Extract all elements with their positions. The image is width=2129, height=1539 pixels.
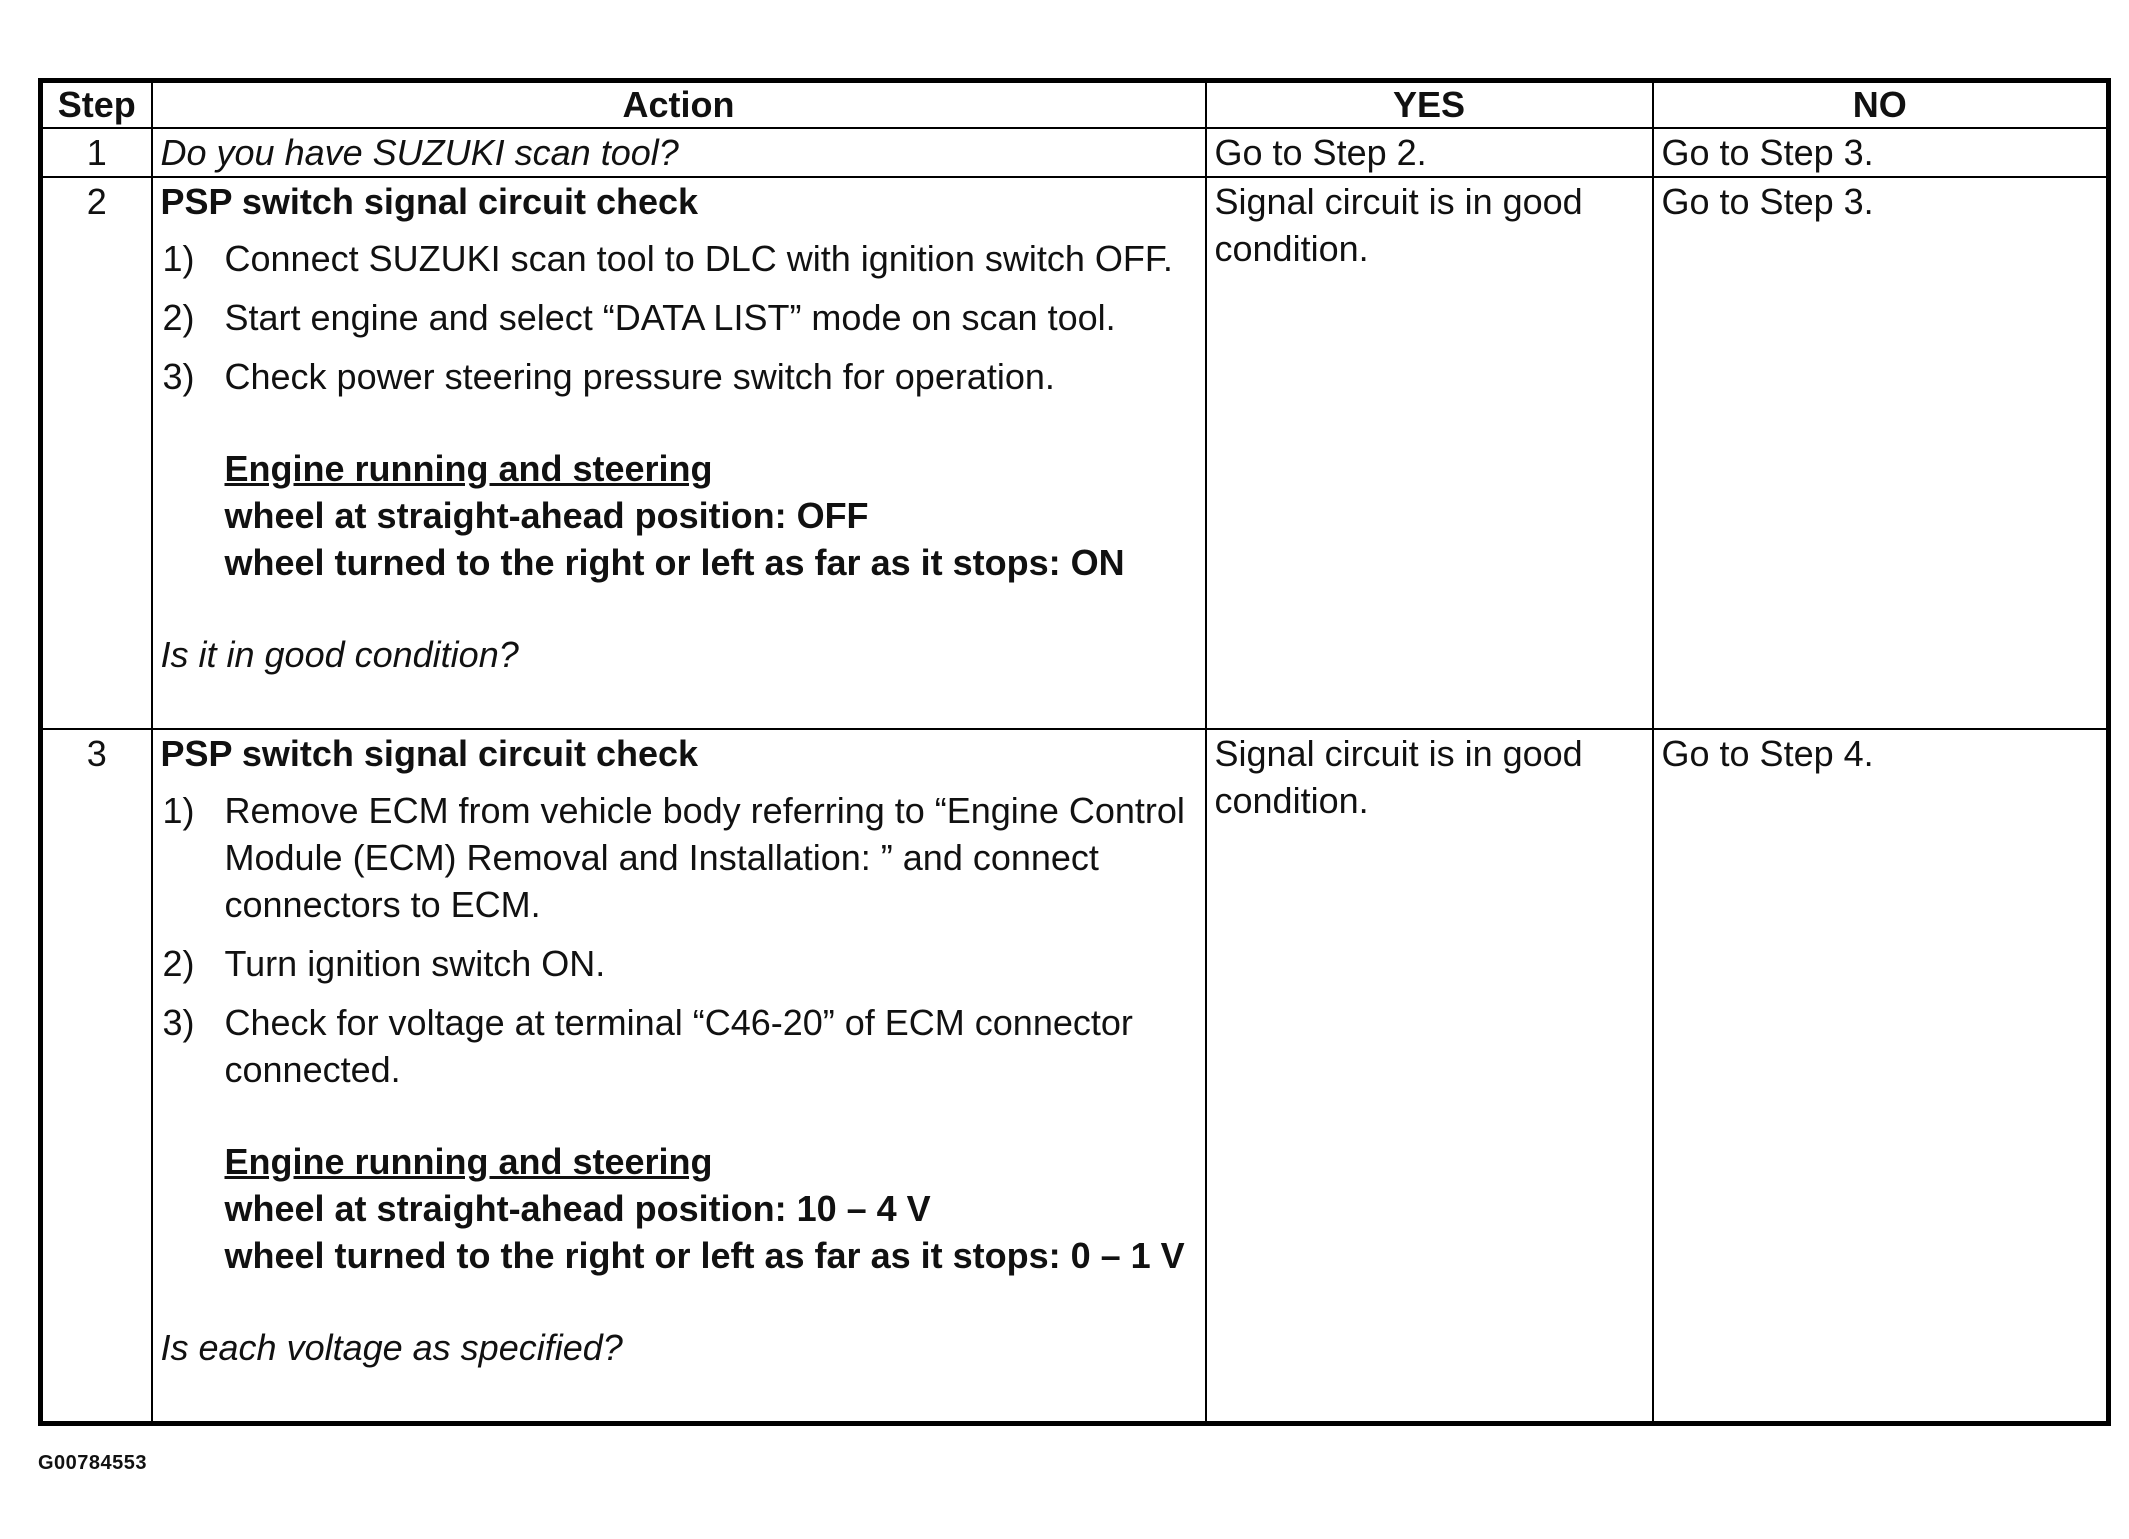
spec-line: wheel turned to the right or left as far as it stops: 0 – 1 V bbox=[224, 1235, 1185, 1276]
figure-id: G00784553 bbox=[38, 1452, 148, 1474]
item-number: 2) bbox=[162, 297, 195, 338]
step-question: Do you have SUZUKI scan tool? bbox=[160, 132, 679, 173]
yes-result: Signal circuit is in good condition. bbox=[1206, 177, 1653, 729]
table-row bbox=[41, 729, 2109, 1423]
item-text: Turn ignition switch ON. bbox=[224, 943, 606, 984]
check-title: PSP switch signal circuit check bbox=[160, 181, 699, 222]
no-result: Go to Step 3. bbox=[1653, 128, 2109, 177]
item-text: Check for voltage at terminal “C46-20” of ECM connector connected. bbox=[224, 1002, 1133, 1090]
specification-block bbox=[161, 445, 1201, 586]
item-number: 3) bbox=[162, 1002, 195, 1043]
procedure-item bbox=[161, 294, 1201, 341]
step-question: Is it in good condition? bbox=[160, 634, 519, 675]
spec-line: wheel at straight-ahead position: OFF bbox=[224, 495, 869, 536]
procedure-item bbox=[161, 940, 1201, 987]
spec-title: Engine running and steering bbox=[224, 448, 713, 489]
specification-block bbox=[161, 1138, 1201, 1279]
item-number: 1) bbox=[162, 238, 195, 279]
procedure-item bbox=[161, 787, 1201, 928]
procedure-item bbox=[161, 353, 1201, 400]
table-header-row bbox=[41, 81, 2109, 129]
procedure-list bbox=[161, 787, 1201, 1093]
yes-result: Signal circuit is in good condition. bbox=[1206, 729, 1653, 1423]
procedure-list bbox=[161, 235, 1201, 400]
item-text: Start engine and select “DATA LIST” mode on scan tool. bbox=[224, 297, 1116, 338]
step-question: Is each voltage as specified? bbox=[160, 1327, 623, 1368]
procedure-item bbox=[161, 999, 1201, 1093]
action-cell bbox=[152, 128, 1206, 177]
action-cell bbox=[152, 177, 1206, 729]
yes-result: Go to Step 2. bbox=[1206, 128, 1653, 177]
spec-title: Engine running and steering bbox=[224, 1141, 713, 1182]
table-row bbox=[41, 177, 2109, 729]
header-step: Step bbox=[41, 81, 152, 129]
item-number: 1) bbox=[162, 790, 195, 831]
action-cell bbox=[152, 729, 1206, 1423]
header-yes: YES bbox=[1206, 81, 1653, 129]
check-title: PSP switch signal circuit check bbox=[160, 733, 699, 774]
item-text: Connect SUZUKI scan tool to DLC with ignition switch OFF. bbox=[224, 238, 1173, 279]
item-text: Check power steering pressure switch for operation. bbox=[224, 356, 1055, 397]
header-action: Action bbox=[152, 81, 1206, 129]
spec-line: wheel at straight-ahead position: 10 – 4 V bbox=[224, 1188, 931, 1229]
step-number: 1 bbox=[41, 128, 152, 177]
diagnostic-table bbox=[38, 78, 2111, 1426]
item-number: 2) bbox=[162, 943, 195, 984]
no-result: Go to Step 4. bbox=[1653, 729, 2109, 1423]
step-number: 2 bbox=[41, 177, 152, 729]
item-number: 3) bbox=[162, 356, 195, 397]
header-no: NO bbox=[1653, 81, 2109, 129]
item-text: Remove ECM from vehicle body referring to “Engine Control Module (ECM) Removal and Installation: ” and connect connectors to ECM. bbox=[224, 790, 1185, 925]
table-row bbox=[41, 128, 2109, 177]
spec-line: wheel turned to the right or left as far as it stops: ON bbox=[224, 542, 1125, 583]
step-number: 3 bbox=[41, 729, 152, 1423]
procedure-item bbox=[161, 235, 1201, 282]
no-result: Go to Step 3. bbox=[1653, 177, 2109, 729]
